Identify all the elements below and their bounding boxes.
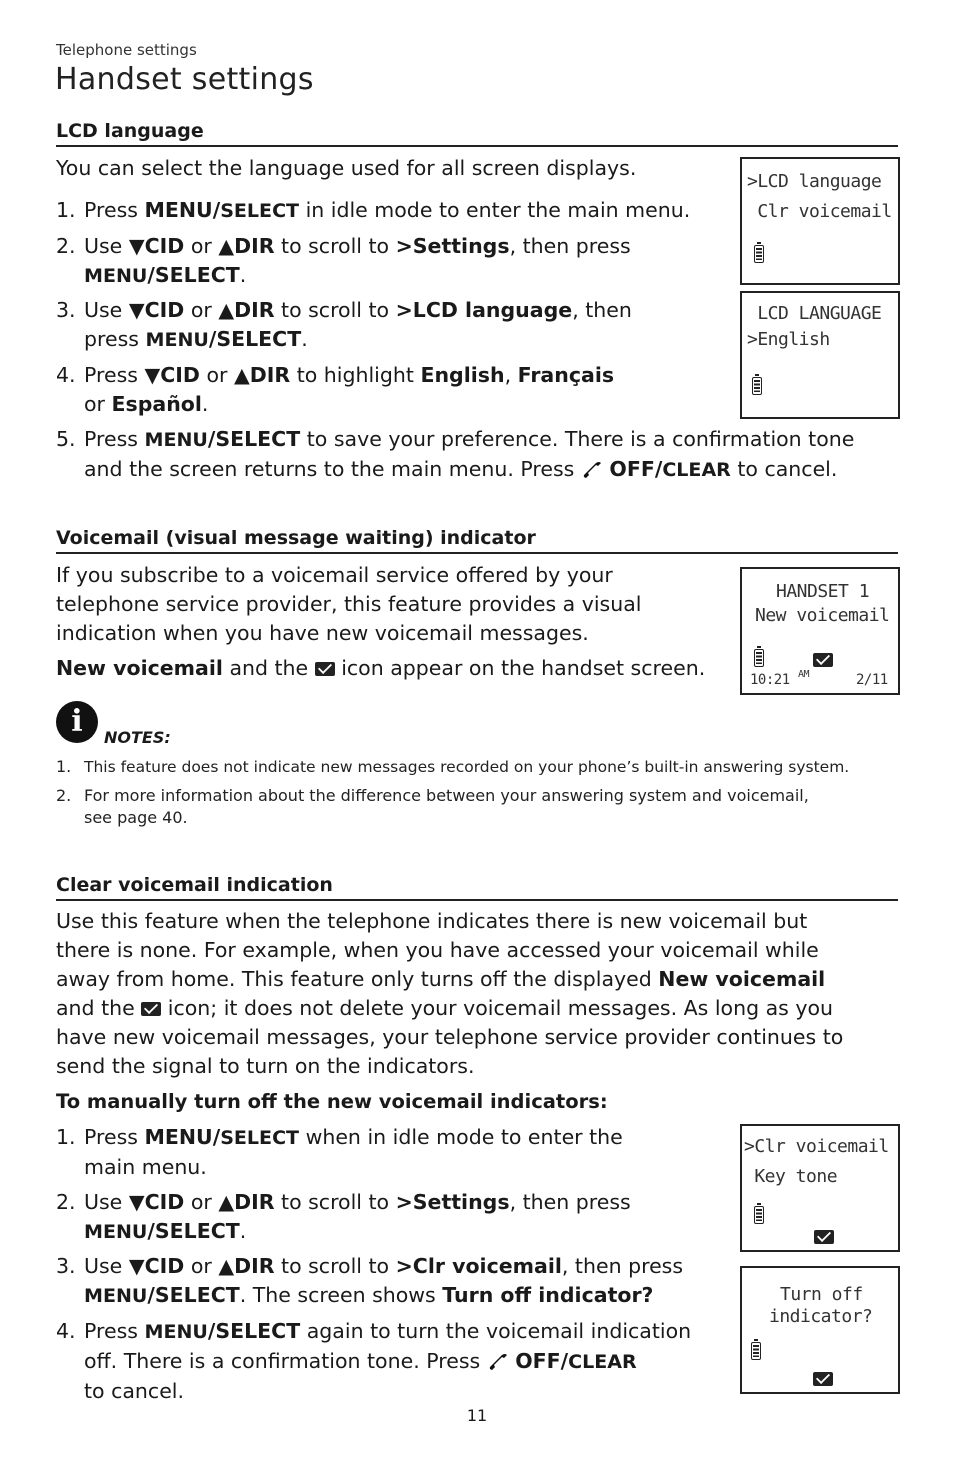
step-text: Press (84, 1125, 145, 1149)
step-text: , then press (509, 1190, 631, 1214)
key-menu: MENU/ (144, 1125, 221, 1149)
lcd-line: >Clr voicemail (744, 1136, 889, 1157)
key-clear: CLEAR (568, 1351, 637, 1373)
lcd-line: HANDSET 1 (776, 581, 870, 602)
step-number: 2. (56, 234, 76, 258)
step-text: to cancel. (84, 1379, 185, 1403)
lcd-ampm: AM (798, 669, 810, 680)
step-number: 1. (56, 198, 76, 222)
step-text: or (199, 363, 234, 387)
step-text: to scroll to (274, 1190, 396, 1214)
page-number: 11 (466, 1406, 488, 1425)
step-text: or (184, 1254, 219, 1278)
step-text: . The screen shows (239, 1283, 443, 1307)
step-text: to scroll to (274, 298, 396, 322)
key-menu: MENU (84, 1285, 148, 1307)
lcd-time: 10:21 (750, 672, 790, 688)
voicemail-envelope-icon (141, 1002, 161, 1016)
key-menu: MENU (144, 1321, 208, 1343)
option-espanol: Español (111, 392, 202, 416)
battery-icon (754, 245, 764, 263)
lcd-screen-language (740, 291, 900, 419)
lcd-line: LCD LANGUAGE (747, 303, 882, 324)
key-menu: MENU (84, 265, 148, 287)
key-dir: ▲DIR (218, 1254, 275, 1278)
text: icon appear on the handset screen. (334, 656, 706, 680)
voicemail-para-line: telephone service provider, this feature provides a visual (56, 592, 642, 616)
key-select: SELECT (220, 200, 300, 222)
lcd-line: >LCD language (747, 171, 882, 192)
key-select: /SELECT (207, 1319, 301, 1343)
menu-target: >LCD language (395, 298, 573, 322)
lcd-line: >English (747, 329, 830, 350)
key-menu: MENU (84, 1221, 148, 1243)
key-off: OFF/ (609, 457, 663, 481)
step-number: 4. (56, 1319, 76, 1343)
note-text: see page 40. (84, 808, 188, 827)
clear-para-line: have new voicemail messages, your telephone service provider continues to (56, 1025, 844, 1049)
voicemail-para-line: indication when you have new voicemail messages. (56, 621, 589, 645)
phone-off-icon (487, 1352, 509, 1370)
step-text: Use (84, 1254, 129, 1278)
text: icon; it does not delete your voicemail messages. As long as you (161, 996, 834, 1020)
step-text: to save your preference. There is a confirmation tone (300, 427, 855, 451)
step-text: , (504, 363, 512, 387)
text: and the (56, 996, 142, 1020)
section-heading-lcd-language: LCD language (56, 120, 898, 147)
step-text: Press (84, 1319, 145, 1343)
clear-para-line: Use this feature when the telephone indicates there is new voicemail but (56, 909, 808, 933)
new-voicemail-label: New voicemail (56, 656, 223, 680)
step-text: main menu. (84, 1155, 207, 1179)
voicemail-envelope-icon (814, 1230, 834, 1244)
step-text: or (184, 234, 219, 258)
step-number: 3. (56, 1254, 76, 1278)
clear-para-line (56, 965, 825, 994)
key-cid: ▼CID (128, 1254, 185, 1278)
step-text: press (84, 327, 146, 351)
key-select: /SELECT (147, 1219, 240, 1243)
lcd-screen-clr-voicemail (740, 1124, 900, 1252)
note-text: This feature does not indicate new messages recorded on your phone’s built-in answering system. (84, 758, 850, 776)
lcd-intro: You can select the language used for all screen displays. (56, 156, 637, 180)
text: and the (222, 656, 315, 680)
key-menu: MENU/ (144, 198, 221, 222)
phone-off-icon (581, 460, 603, 478)
step-number: 4. (56, 363, 76, 387)
key-dir: ▲DIR (218, 298, 275, 322)
step-text: , then press (561, 1254, 684, 1278)
lcd-screen-new-voicemail (740, 567, 900, 695)
section-heading-voicemail: Voicemail (visual message waiting) indicator (56, 527, 898, 554)
step-text: Press (84, 198, 145, 222)
key-dir: ▲DIR (218, 234, 275, 258)
menu-target: >Clr voicemail (395, 1254, 562, 1278)
key-dir: ▲DIR (218, 1190, 275, 1214)
lcd-screen-main-menu (740, 157, 900, 285)
page-title: Handset settings (55, 62, 314, 97)
step-text: off. There is a confirmation tone. Press (84, 1349, 487, 1373)
step-text: Use (84, 298, 129, 322)
step-text: to scroll to (274, 234, 396, 258)
key-cid: ▼CID (128, 1190, 185, 1214)
step-number: 2. (56, 1190, 76, 1214)
clear-para-line: send the signal to turn on the indicators. (56, 1054, 475, 1078)
battery-icon (752, 377, 762, 395)
voicemail-para-line: If you subscribe to a voicemail service offered by your (56, 563, 613, 587)
step-number: 5. (56, 427, 76, 451)
battery-icon (754, 1206, 764, 1224)
step-text: . (239, 263, 247, 287)
clear-para-line (56, 994, 833, 1023)
step-text: Press (84, 427, 145, 451)
voicemail-envelope-icon (813, 1372, 833, 1386)
key-cid: ▼CID (128, 298, 185, 322)
step-text: . (201, 392, 209, 416)
clear-subheading: To manually turn off the new voicemail indicators: (56, 1090, 608, 1113)
step-text: , then press (509, 234, 631, 258)
key-clear: CLEAR (662, 459, 731, 481)
key-menu: MENU (144, 429, 208, 451)
key-select: /SELECT (208, 327, 302, 351)
step-text: when in idle mode to enter the (299, 1125, 623, 1149)
key-select: SELECT (220, 1127, 300, 1149)
lcd-line: Clr voicemail (747, 201, 892, 222)
step-text: , then (572, 298, 632, 322)
step-text: to highlight (290, 363, 421, 387)
lcd-line: Key tone (744, 1166, 838, 1187)
note-number: 2. (56, 786, 72, 805)
key-cid: ▼CID (128, 234, 185, 258)
option-english: English (420, 363, 505, 387)
turn-off-indicator-text: Turn off indicator? (442, 1283, 654, 1307)
key-select: /SELECT (147, 263, 240, 287)
key-menu: MENU (145, 329, 209, 351)
step-number: 1. (56, 1125, 76, 1149)
menu-target: >Settings (395, 1190, 510, 1214)
text: away from home. This feature only turns off the displayed (56, 967, 659, 991)
step-number: 3. (56, 298, 76, 322)
step-text: again to turn the voicemail indication (300, 1319, 692, 1343)
lcd-line: Turn off (780, 1284, 863, 1305)
option-francais: Français (517, 363, 615, 387)
step-text: Use (84, 234, 129, 258)
section-heading-clear-voicemail: Clear voicemail indication (56, 874, 898, 901)
lcd-line: New voicemail (755, 605, 890, 626)
section-eyebrow: Telephone settings (56, 41, 197, 59)
step-text: and the screen returns to the main menu. Press (84, 457, 581, 481)
step-text: . (301, 327, 308, 351)
note-text: For more information about the difference between your answering system and voicemail, (84, 786, 809, 805)
step-text: or (184, 298, 219, 322)
step-text: Press (84, 363, 145, 387)
info-icon: i (56, 701, 98, 743)
step-text: or (84, 392, 112, 416)
menu-target: >Settings (395, 234, 510, 258)
step-text: to cancel. (730, 457, 838, 481)
step-text: or (184, 1190, 219, 1214)
voicemail-envelope-icon (813, 653, 833, 667)
note-number: 1. (56, 757, 72, 776)
key-cid: ▼CID (144, 363, 200, 387)
battery-icon (751, 1342, 761, 1360)
key-select: /SELECT (207, 427, 301, 451)
step-text: Use (84, 1190, 129, 1214)
voicemail-icon-line (56, 654, 705, 683)
battery-icon (754, 649, 764, 667)
step-text: . (239, 1219, 247, 1243)
notes-label: NOTES: (104, 728, 171, 747)
step-text: in idle mode to enter the main menu. (299, 198, 691, 222)
voicemail-envelope-icon (315, 662, 335, 676)
lcd-line: indicator? (769, 1306, 873, 1327)
key-dir: ▲DIR (233, 363, 291, 387)
clear-para-line: there is none. For example, when you have accessed your voicemail while (56, 938, 819, 962)
lcd-date: 2/11 (856, 672, 888, 688)
key-off: OFF/ (515, 1349, 569, 1373)
new-voicemail-label: New voicemail (658, 967, 826, 991)
step-text: to scroll to (274, 1254, 396, 1278)
lcd-screen-turn-off-indicator (740, 1266, 900, 1394)
key-select: /SELECT (147, 1283, 240, 1307)
